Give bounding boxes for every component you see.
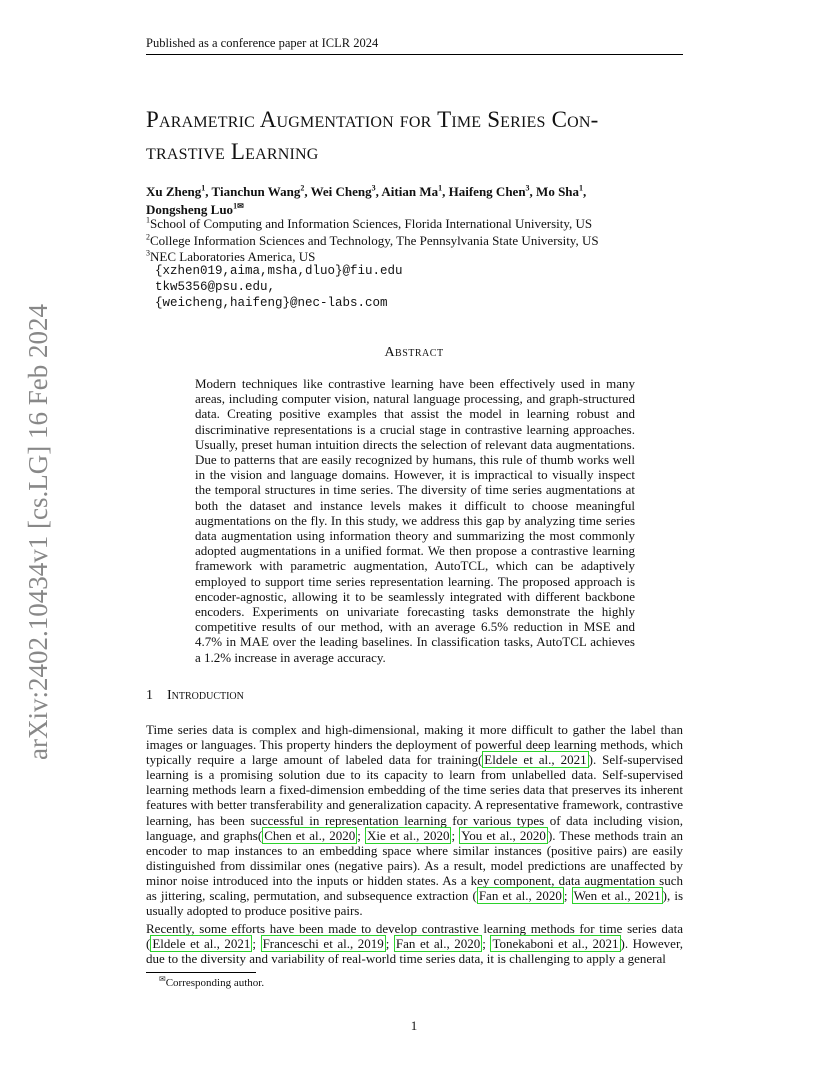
author-name: Mo Sha <box>536 184 580 199</box>
citation-link[interactable]: Tonekaboni et al., 2021 <box>492 936 619 952</box>
author-name: Haifeng Chen <box>448 184 526 199</box>
author-name: Aitian Ma <box>381 184 439 199</box>
affil-text: School of Computing and Information Sciences, Florida International University, US <box>150 216 593 231</box>
email-line: {weicheng,haifeng}@nec-labs.com <box>155 296 388 310</box>
citation-link[interactable]: Fan et al., 2020 <box>395 936 481 952</box>
author-list: Xu Zheng$^1$, Tianchun Wang$^2$, Wei Cheng$^3$, Aitian Ma$^1$, Haifeng Chen$^3$, Mo Sha$^1$, Dongsheng Luo$^{1✉}$ <box>146 183 587 217</box>
section-title: Introduction <box>167 688 244 703</box>
author-affil-mark: 1 <box>201 183 206 193</box>
citation-link[interactable]: Chen et al., 2020 <box>264 827 356 843</box>
author-name: Xu Zheng <box>146 184 202 199</box>
header-rule <box>146 54 683 55</box>
paper-title <box>146 104 706 168</box>
affil-number: 2 <box>146 232 150 242</box>
section-number: 1 <box>146 688 153 703</box>
footnote <box>159 974 265 989</box>
section-heading <box>146 688 244 704</box>
body-text: ). Self-supervised learning is a promising solution due to its capacity to learn from unlabelled data. Self-supervised learning methods learn a fixed-dimension embedding of the time series data that preserves its inherent features with better transferability and generalization capacity. A representative framework, contrastive learning, has been successful in representation learning for various types of data including vision, language, and graphs( <box>146 752 684 843</box>
footnote-rule <box>146 972 256 973</box>
email-line: tkw5356@psu.edu, <box>155 280 276 294</box>
abstract-body: Modern techniques like contrastive learning have been effectively used in many areas, including computer vision, natural language processing, and graph-structured data. Creating positive examples that assist the model in learning robust and discriminative representations is a crucial stage in contrastive learning approaches. Usually, preset human intuition directs the selection of relevant data augmentations. Due to patterns that are easily recognized by humans, this rule of thumb works well in the vision and language domains. However, it is impractical to visually inspect the temporal structures in time series. The diversity of time series augmentations at both the dataset and instance levels makes it difficult to choose meaningful augmentations on the fly. In this study, we address this gap by analyzing time series data augmentation using information theory and summarizing the most commonly adopted augmentations in a unified format. We then propose a contrastive learning framework with parametric augmentation, AutoTCL, which can be adaptively employed to support time series representation learning. The proposed approach is encoder-agnostic, allowing it to be seamlessly integrated with different backbone encoders. Experiments on univariate forecasting tasks demonstrate the highly competitive results of our method, with an average 6.5% reduction in MSE and 4.7% in MAE over the leading baselines. In classification tasks, AutoTCL achieves a 1.2% increase in average accuracy. <box>195 376 635 665</box>
citation-link[interactable]: Xie et al., 2020 <box>367 827 450 843</box>
page-number: 1 <box>410 1018 418 1033</box>
citation-link[interactable]: Fan et al., 2020 <box>478 888 562 904</box>
affil-number: 3 <box>146 248 150 258</box>
citation-link[interactable]: Eldele et al., 2021 <box>484 752 587 768</box>
body-text: ). However, due to the diversity and variability of real-world time series data, it is challenging to apply a general <box>146 936 684 967</box>
affil-number: 1 <box>146 215 150 225</box>
author-affil-mark: 1✉ <box>233 201 244 211</box>
author-affil-mark: 1 <box>438 183 443 193</box>
affiliation <box>146 232 599 249</box>
author-name: Wei Cheng <box>310 184 372 199</box>
abstract-heading: Abstract <box>384 345 444 360</box>
author-affil-mark: 1 <box>579 183 584 193</box>
body-text: Time series data is complex and high-dimensional, making it more difficult to gather the label than images or languages. This property hinders the deployment of powerful deep learning methods, which typically require a large amount of labeled data for training( <box>146 722 683 768</box>
body-text: ). These methods train an encoder to map instances to an embedding space where similar instances (positive pairs) are easily distinguished from dissimilar ones (negative pairs). As a result, model predictions are unaffected by minor noise introduced into the inputs or hidden states. As a key component, data augmentation such as jittering, scaling, permutation, and subsequence extraction ( <box>146 827 683 904</box>
author-affil-mark: 2 <box>300 183 305 193</box>
envelope-icon: ✉ <box>159 974 166 984</box>
citation-link[interactable]: You et al., 2020 <box>461 827 546 843</box>
running-header: Published as a conference paper at ICLR 2024 <box>146 36 379 50</box>
intro-paragraph-1: Time series data is complex and high-dimensional, making it more difficult to gather the label than images or languages. This property hinders the deployment of powerful deep learning methods, which typically require a large amount of labeled data for training( Eldele et al., 2021 ). Self-supervised learning is a promising solution due to its capacity to learn from unlabelled data. Self-supervised learning methods learn a fixed-dimension embedding of the time series data that preserves its inherent features with better transferability and generalization capacity. A representative framework, contrastive learning, has been successful in representation learning for various types of data including vision, language, and graphs( Chen et al., 2020 ; Xie et al., 2020 ; You et al., 2020 ). These methods train an encoder to map instances to an embedding space where similar instances (positive pairs) are easily distinguished from dissimilar ones (negative pairs). As a result, model predictions are unaffected by minor noise introduced into the inputs or hidden states. As a key component, data augmentation such as jittering, scaling, permutation, and subsequence extraction ( Fan et al., 2020 ; Wen et al., 2021 ), is usually adopted to produce positive pairs. <box>146 722 684 919</box>
author-name: Tianchun Wang <box>211 184 301 199</box>
intro-paragraph-2: Recently, some efforts have been made to develop contrastive learning methods for time series data ( Eldele et al., 2021 ; Franceschi et al., 2019 ; Fan et al., 2020 ; Tonekaboni et al., 2021 ). However, due to the diversity and variability of real-world time series data, it is challenging to apply a general <box>146 921 684 967</box>
arxiv-stamp: arXiv:2402.10434v1 [cs.LG] 16 Feb 2024 <box>23 304 53 760</box>
author-affil-mark: 3 <box>371 183 376 193</box>
citation-link[interactable]: Eldele et al., 2021 <box>152 936 251 952</box>
citation-link[interactable]: Franceschi et al., 2019 <box>262 936 384 952</box>
email-line: {xzhen019,aima,msha,dluo}@fiu.edu <box>155 264 403 278</box>
body-text: ), is usually adopted to produce positive pairs. <box>146 888 684 919</box>
title-line-1: Parametric Augmentation for Time Series Con- <box>146 107 599 132</box>
footnote-text: Corresponding author. <box>165 977 265 989</box>
title-line-2: trastive Learning <box>146 139 319 164</box>
affil-text: NEC Laboratories America, US <box>150 249 316 264</box>
affiliation <box>146 215 592 232</box>
affil-text: College Information Sciences and Technology, The Pennsylvania State University, US <box>150 233 599 248</box>
citation-link[interactable]: Wen et al., 2021 <box>573 888 661 904</box>
body-text: Recently, some efforts have been made to develop contrastive learning methods for time series data ( <box>146 921 683 952</box>
author-name: Dongsheng Luo <box>146 202 234 217</box>
author-affil-mark: 3 <box>525 183 530 193</box>
